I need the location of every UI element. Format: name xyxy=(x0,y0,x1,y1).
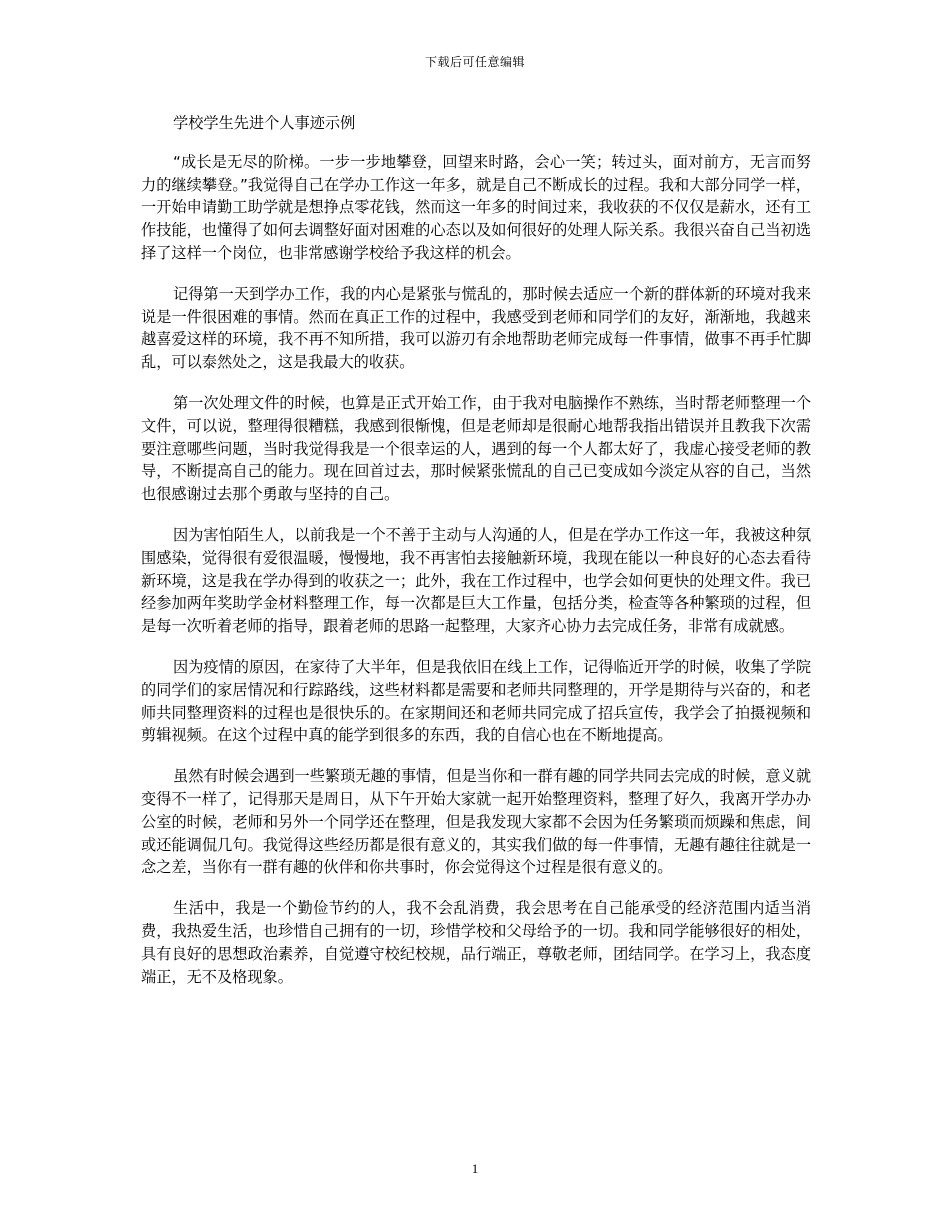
paragraph: 因为疫情的原因，在家待了大半年，但是我依旧在线上工作，记得临近开学的时候，收集了学院的同学们的家居情况和行踪路线，这些材料都是需要和老师共同整理的，开学是期待与兴奋的，和老师共同整理资料的过程也是很快乐的。在家期间还和老师共同完成了招兵宣传，我学会了拍摄视频和剪辑视频。在这个过程中真的能学到很多的东西，我的自信心也在不断地提高。 xyxy=(141,657,811,745)
document-body xyxy=(141,112,811,1006)
paragraph: 生活中，我是一个勤俭节约的人，我不会乱消费，我会思考在自己能承受的经济范围内适当消费，我热爱生活，也珍惜自己拥有的一切，珍惜学校和父母给予的一切。我和同学能够很好的相处，具有良好的思想政治素养，自觉遵守校纪校规，品行端正，尊敬老师，团结同学。在学习上，我态度端正，无不及格现象。 xyxy=(141,899,811,986)
paragraph: 虽然有时候会遇到一些繁琐无趣的事情，但是当你和一群有趣的同学共同去完成的时候，意义就变得不一样了，记得那天是周日，从下午开始大家就一起开始整理资料，整理了好久，我离开学办办公室的时候，老师和另外一个同学还在整理，但是我发现大家都不会因为任务繁琐而烦躁和焦虑，间或还能调侃几句。我觉得这些经历都是很有意义的，其实我们做的每一件事情，无趣有趣往往就是一念之差，当你有一群有趣的伙伴和你共事时，你会觉得这个过程是很有意义的。 xyxy=(141,767,811,877)
paragraph: 第一次处理文件的时候，也算是正式开始工作，由于我对电脑操作不熟练，当时帮老师整理一个文件，可以说，整理得很糟糕，我感到很惭愧，但是老师却是很耐心地帮我指出错误并且教我下次需要注意哪些问题，当时我觉得我是一个很幸运的人，遇到的每一个人都太好了，我虚心接受老师的教导，不断提高自己的能力。现在回首过去，那时候紧张慌乱的自己已变成如今淡定从容的自己，当然也很感谢过去那个勇敢与坚持的自己。 xyxy=(141,393,811,504)
page-header: 下载后可任意编辑 xyxy=(424,55,525,69)
page-number: 1 xyxy=(471,1161,479,1176)
document-title: 学校学生先进个人事迹示例 xyxy=(173,114,356,132)
paragraph: “成长是无尽的阶梯。一步一步地攀登，回望来时路，会心一笑；转过头，面对前方，无言而努力的继续攀登。”我觉得自己在学办工作这一年多，就是自己不断成长的过程。我和大部分同学一样，一开始申请勤工助学就是想挣点零花钱，然而这一年多的时间过来，我收获的不仅仅是薪水，还有工作技能，也懂得了如何去调整好面对困难的心态以及如何很好的处理人际关系。我很兴奋自己当初选择了这样一个岗位，也非常感谢学校给予我这样的机会。 xyxy=(141,152,811,262)
paragraph: 因为害怕陌生人，以前我是一个不善于主动与人沟通的人，但是在学办工作这一年，我被这种氛围感染，觉得很有爱很温暖，慢慢地，我不再害怕去接触新环境，我现在能以一种良好的心态去看待新环境，这是我在学办得到的收获之一；此外，我在工作过程中，也学会如何更快的处理文件。我已经参加两年奖助学金材料整理工作，每一次都是巨大工作量，包括分类，检查等各种繁琐的过程，但是每一次听着老师的指导，跟着老师的思路一起整理，大家齐心协力去完成任务，非常有成就感。 xyxy=(141,525,811,636)
paragraph: 记得第一天到学办工作，我的内心是紧张与慌乱的，那时候去适应一个新的群体新的环境对我来说是一件很困难的事情。然而在真正工作的过程中，我感受到老师和同学们的友好，渐渐地，我越来越喜爱这样的环境，我不再不知所措，我可以游刃有余地帮助老师完成每一件事情，做事不再手忙脚乱，可以泰然处之，这是我最大的收获。 xyxy=(141,284,811,372)
